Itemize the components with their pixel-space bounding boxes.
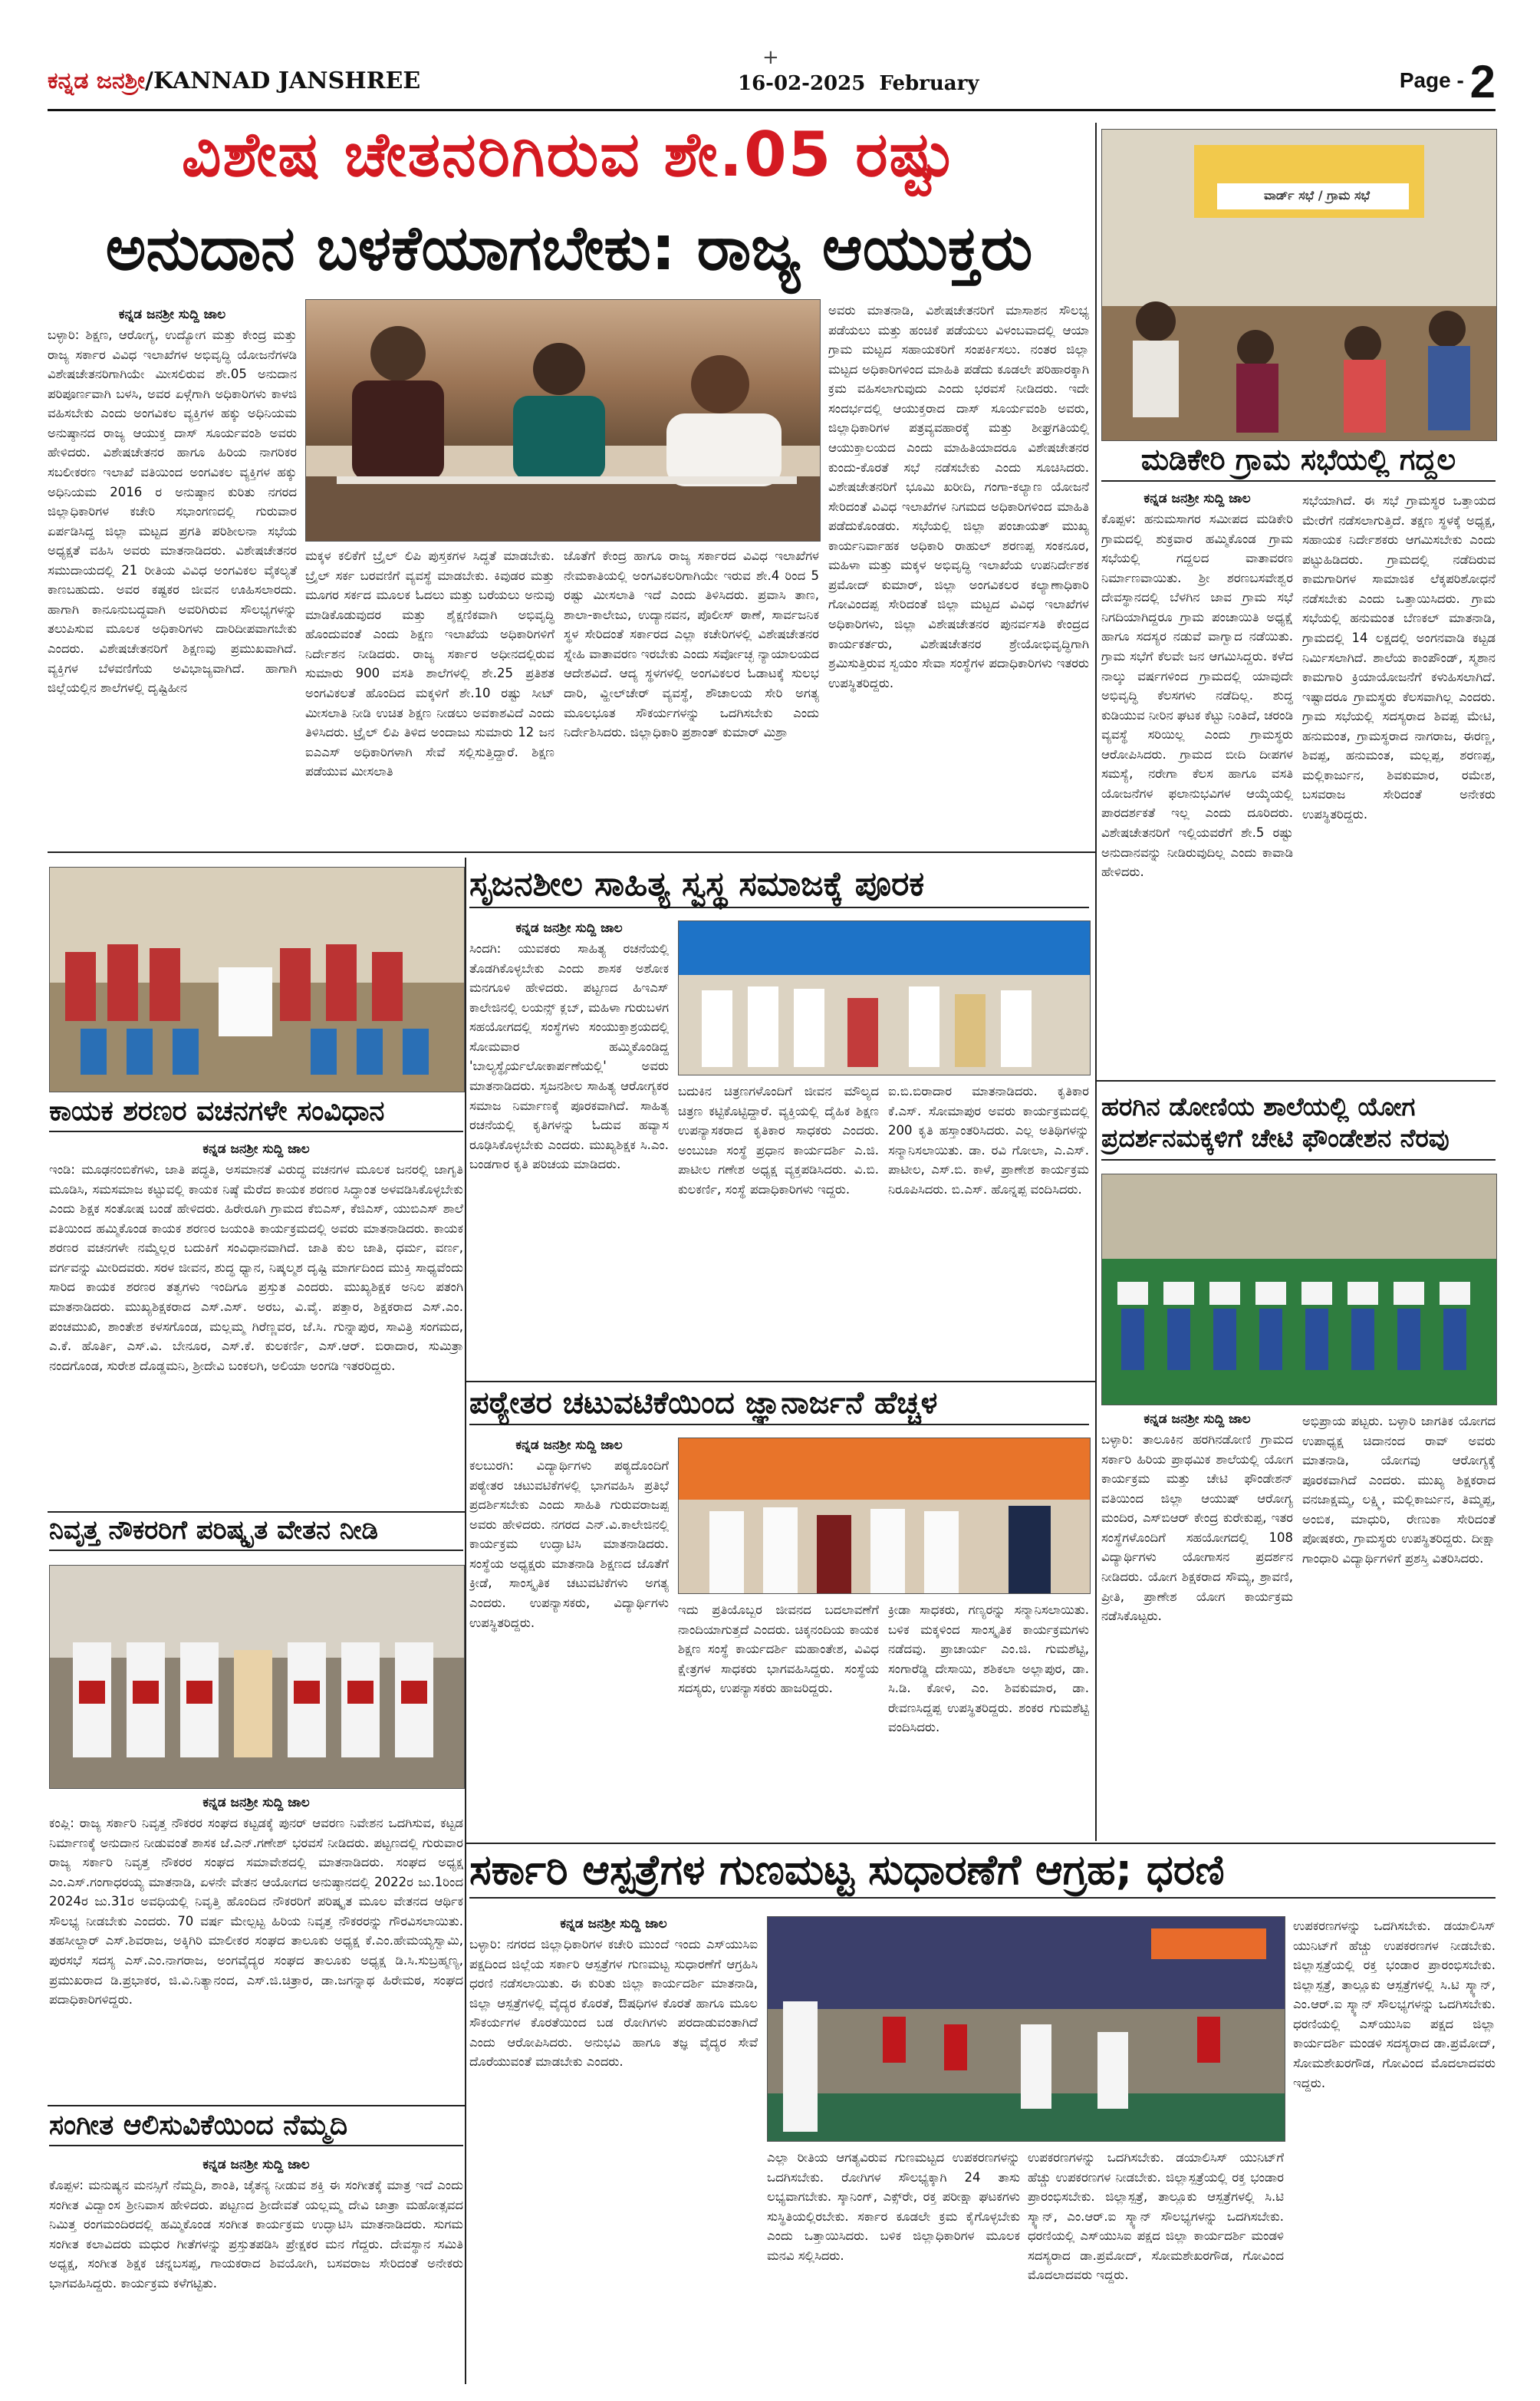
nivrutta-photo: [49, 1565, 465, 1789]
column-divider: [1095, 123, 1097, 1841]
section-divider: [466, 1381, 1095, 1382]
madikeri-column-1: ಕೊಪ್ಪಳ: ಹನುಮಸಾಗರ ಸಮೀಪದ ಮಡಿಕೇರಿ ಗ್ರಾಮದಲ್ಲಿ ಶುಕ್ರವಾರ ಹಮ್ಮಿಕೊಂಡ ಗ್ರಾಮ ಸಭೆಯಲ್ಲಿ ಗದ್ದಲದ ವಾತಾವರಣ ನಿರ್ಮಾಣವಾಯಿತು. ಶ್ರೀ ಶರಣಬಸವೇಶ್ವರ ದೇವಸ್ಥಾನದಲ್ಲಿ ಬೆಳಗಿನ ಜಾವ ಗ್ರಾಮ ಸಭೆ ನಿಗದಿಯಾಗಿದ್ದರೂ ಗ್ರಾಮ ಪಂಚಾಯಿತಿ ಅಧ್ಯಕ್ಷೆ ಹಾಗೂ ಸದಸ್ಯರ ನಡುವೆ ವಾಗ್ವಾದ ನಡೆಯಿತು. ಗ್ರಾಮ ಸಭೆಗೆ ಕೆಲವೇ ಜನ ಆಗಮಿಸಿದ್ದರು. ಕಳೆದ ನಾಲ್ಕು ವರ್ಷಗಳಿಂದ ಗ್ರಾಮದಲ್ಲಿ ಯಾವುದೇ ಅಭಿವೃದ್ಧಿ ಕೆಲಸಗಳು ನಡೆದಿಲ್ಲ. ಶುದ್ಧ ಕುಡಿಯುವ ನೀರಿನ ಘಟಕ ಕೆಟ್ಟು ನಿಂತಿದೆ, ಚರಂಡಿ ವ್ಯವಸ್ಥೆ ಸರಿಯಿಲ್ಲ ಎಂದು ಗ್ರಾಮಸ್ಥರು ಆರೋಪಿಸಿದರು. ಗ್ರಾಮದ ಬೀದಿ ದೀಪಗಳ ಸಮಸ್ಯೆ, ನರೇಗಾ ಕೆಲಸ ಹಾಗೂ ವಸತಿ ಯೋಜನೆಗಳ ಫಲಾನುಭವಿಗಳ ಆಯ್ಕೆಯಲ್ಲಿ ಪಾರದರ್ಶಕತೆ ಇಲ್ಲ ಎಂದು ದೂರಿದರು. ವಿಶೇಷಚೇತನರಿಗೆ ಇಲ್ಲಿಯವರೆಗೆ ಶೇ.5 ರಷ್ಟು ಅನುದಾನವನ್ನು ನೀಡಿರುವುದಿಲ್ಲ ಎಂದು ಕಾವಾಡಿ ಹೇಳಿದರು.: [1101, 512, 1293, 880]
masthead: [48, 56, 1496, 111]
lead-headline-1: ವಿಶೇಷ ಚೇತನರಿಗಿರುವ ಶೇ.05 ರಷ್ಟು: [181, 119, 957, 190]
sarkari-column-3: ಉಪಕರಣಗಳನ್ನು ಒದಗಿಸಬೇಕು. ಡಯಾಲಿಸಿಸ್ ಯುನಿಟ್‌ಗೆ ಹೆಚ್ಚು ಉಪಕರಣಗಳ ನೀಡಬೇಕು. ಜಿಲ್ಲಾಸ್ಪತ್ರೆಯಲ್ಲಿ ರಕ್ತ ಭಂಡಾರ ಪ್ರಾರಂಭಿಸಬೇಕು. ಜಿಲ್ಲಾಸ್ಪತ್ರೆ, ತಾಲ್ಲೂಕು ಆಸ್ಪತ್ರೆಗಳಲ್ಲಿ ಸಿ.ಟಿ ಸ್ಕ್ಯಾನ್, ಎಂ.ಆರ್.ಐ ಸ್ಕ್ಯಾನ್ ಸೌಲಭ್ಯಗಳನ್ನು ಒದಗಿಸಬೇಕು. ಧರಣಿಯಲ್ಲಿ ಎಸ್‌ಯುಸಿಐ ಪಕ್ಷದ ಜಿಲ್ಲಾ ಕಾರ್ಯದರ್ಶಿ ಮಂಡಳಿ ಸದಸ್ಯರಾದ ಡಾ.ಪ್ರಮೋದ್, ಸೋಮಶೇಖರಗೌಡ, ಗೋವಿಂದ ಮೊದಲಾದವರು ಇದ್ದರು.: [1028, 2150, 1284, 2283]
yoga-photo: [1101, 1174, 1497, 1405]
lead-photo: [305, 299, 821, 542]
patyetara-column-2: ಇದು ಪ್ರತಿಯೊಬ್ಬರ ಜೀವನದ ಬದಲಾವಣೆಗೆ ನಾಂದಿಯಾಗುತ್ತದೆ ಎಂದರು. ಚಿಕ್ಕನಂದಿಯ ಕಾಯಕ ಶಿಕ್ಷಣ ಸಂಸ್ಥೆ ಕಾರ್ಯದರ್ಶಿ ಮಹಾಂತೇಶ, ವಿವಿಧ ಕ್ಷೇತ್ರಗಳ ಸಾಧಕರು ಭಾಗವಹಿಸಿದ್ದರು. ಸಂಸ್ಥೆಯ ಸದಸ್ಯರು, ಉಪನ್ಯಾಸಕರು ಹಾಜರಿದ್ದರು.: [678, 1602, 879, 1696]
patyetara-headline: ಪಠ್ಯೇತರ ಚಟುವಟಿಕೆಯಿಂದ ಜ್ಞಾನಾರ್ಜನೆ ಹೆಚ್ಚಳ: [469, 1387, 1089, 1425]
book-release-illustration: [679, 921, 1090, 1075]
patyetara-column-3: ಕ್ರೀಡಾ ಸಾಧಕರು, ಗಣ್ಯರನ್ನು ಸನ್ಮಾನಿಸಲಾಯಿತು. ಬಳಿಕ ಮಕ್ಕಳಿಂದ ಸಾಂಸ್ಕೃತಿಕ ಕಾರ್ಯಕ್ರಮಗಳು ನಡೆದವು. ಪ್ರಾಚಾರ್ಯ ಎಂ.ಜಿ. ಗುಮಶೆಟ್ಟಿ, ಸಂಗಾರೆಡ್ಡಿ ದೇಸಾಯಿ, ಶಶಿಕಲಾ ಅಲ್ಲಾಪುರ, ಡಾ. ಸಿ.ಡಿ. ಕೋಳಿ, ಎಂ. ಶಿವಕುಮಾರ, ಡಾ. ರೇವಣಸಿದ್ದಪ್ಪ ಉಪಸ್ಥಿತರಿದ್ದರು. ಶಂಕರ ಗುಮಶೆಟ್ಟಿ ವಂದಿಸಿದರು.: [888, 1602, 1089, 1735]
sahitya-column-1: ಸಿಂದಗಿ: ಯುವಕರು ಸಾಹಿತ್ಯ ರಚನೆಯಲ್ಲಿ ತೊಡಗಿಕೊಳ್ಳಬೇಕು ಎಂದು ಶಾಸಕ ಅಶೋಕ ಮನಗೂಳಿ ಹೇಳಿದರು. ಪಟ್ಟಣದ ಹಿಇಎಸ್ ಕಾಲೇಜಿನಲ್ಲಿ ಲಯನ್ಸ್ ಕ್ಲಬ್, ಮಹಿಳಾ ಗುರುಬಳಗ ಸಹಯೋಗದಲ್ಲಿ ಸಂಸ್ಥೆಗಳು ಸಂಯುಕ್ತಾಶ್ರಯದಲ್ಲಿ ಸೋಮವಾರ ಹಮ್ಮಿಕೊಂಡಿದ್ದ 'ಬಾಲ್ಯಸ್ಥೈರ್ಯಲೋಕಾರ್ಪಣೆಯಲ್ಲಿ' ಅವರು ಮಾತನಾಡಿದರು. ಸೃಜನಶೀಲ ಸಾಹಿತ್ಯ ಆರೋಗ್ಯಕರ ಸಮಾಜ ನಿರ್ಮಾಣಕ್ಕೆ ಪೂರಕವಾಗಿದೆ. ಸಾಹಿತ್ಯ ರಚನೆಯಲ್ಲಿ ಕೃತಿಗಳನ್ನು ಓದುವ ಹವ್ಯಾಸ ರೂಢಿಸಿಕೊಳ್ಳಬೇಕು ಎಂದರು. ಮುಖ್ಯಶಿಕ್ಷಕ ಸಿ.ಎಂ. ಬಂಡಗಾರ ಕೃತಿ ಪರಿಚಯ ಮಾಡಿದರು.: [469, 941, 669, 1172]
nivrutta-byline: ಕನ್ನಡ ಜನಶ್ರೀ ಸುದ್ದಿ ಜಾಲ: [202, 1795, 310, 1810]
sarkari-column-4: ಉಪಕರಣಗಳನ್ನು ಒದಗಿಸಬೇಕು. ಡಯಾಲಿಸಿಸ್ ಯುನಿಟ್‌ಗೆ ಹೆಚ್ಚು ಉಪಕರಣಗಳ ನೀಡಬೇಕು. ಜಿಲ್ಲಾಸ್ಪತ್ರೆಯಲ್ಲಿ ರಕ್ತ ಭಂಡಾರ ಪ್ರಾರಂಭಿಸಬೇಕು. ಜಿಲ್ಲಾಸ್ಪತ್ರೆ, ತಾಲ್ಲೂಕು ಆಸ್ಪತ್ರೆಗಳಲ್ಲಿ ಸಿ.ಟಿ ಸ್ಕ್ಯಾನ್, ಎಂ.ಆರ್.ಐ ಸ್ಕ್ಯಾನ್ ಸೌಲಭ್ಯಗಳನ್ನು ಒದಗಿಸಬೇಕು. ಧರಣಿಯಲ್ಲಿ ಎಸ್‌ಯುಸಿಐ ಪಕ್ಷದ ಜಿಲ್ಲಾ ಕಾರ್ಯದರ್ಶಿ ಮಂಡಳಿ ಸದಸ್ಯರಾದ ಡಾ.ಪ್ರಮೋದ್, ಸೋಮಶೇಖರಗೌಡ, ಗೋವಿಂದ ಮೊದಲಾದವರು ಇದ್ದರು.: [1293, 1918, 1496, 2090]
brand-english: KANNAD JANSHREE: [153, 68, 421, 94]
protest-illustration: [768, 1917, 1285, 2141]
officials-meeting-illustration: [306, 300, 820, 541]
sarkari-column-2: ಎಲ್ಲಾ ರೀತಿಯ ಆಗತ್ಯವಿರುವ ಗುಣಮಟ್ಟದ ಉಪಕರಣಗಳನ್ನು ಒದಗಿಸಬೇಕು. ರೋಗಿಗಳ ಸೌಲಭ್ಯಕ್ಕಾಗಿ 24 ತಾಸು ಲಭ್ಯವಾಗಬೇಕು. ಸ್ಕಾನಿಂಗ್, ಎಕ್ಸ್‌ರೇ, ರಕ್ತ ಪರೀಕ್ಷಾ ಘಟಕಗಳು ಸುಸ್ಥಿತಿಯಲ್ಲಿರಬೇಕು. ಸರ್ಕಾರ ಕೂಡಲೇ ಕ್ರಮ ಕೈಗೊಳ್ಳಬೇಕು ಎಂದು ಒತ್ತಾಯಿಸಿದರು. ಬಳಿಕ ಜಿಲ್ಲಾಧಿಕಾರಿಗಳ ಮೂಲಕ ಮನವಿ ಸಲ್ಲಿಸಿದರು.: [767, 2150, 1020, 2263]
yoga-column-2: ಅಭಿಪ್ರಾಯ ಪಟ್ಟರು. ಬಳ್ಳಾರಿ ಜಾಗತಿಕ ಯೋಗದ ಉಪಾಧ್ಯಕ್ಷ ಚಿದಾನಂದ ರಾವ್ ಅವರು ಮಾತನಾಡಿ, ಯೋಗವು ಆರೋಗ್ಯಕ್ಕೆ ಪೂರಕವಾಗಿದೆ ಎಂದರು. ಮುಖ್ಯ ಶಿಕ್ಷಕರಾದ ವನಜಾಕ್ಷಮ್ಮ, ಲಕ್ಷ್ಮಿ, ಮಲ್ಲಿಕಾರ್ಜುನ, ತಿಮ್ಮಪ್ಪ, ಅಂಬಿಕ, ಮಾಧುರಿ, ರೇಣುಕಾ ಸೇರಿದಂತೆ ಪೋಷಕರು, ಗ್ರಾಮಸ್ಥರು ಉಪಸ್ಥಿತರಿದ್ದರು. ದೀಕ್ಷಾ ಗಾಂಧಾರಿ ವಿದ್ಯಾರ್ಥಿಗಳಿಗೆ ಪ್ರಶಸ್ತಿ ವಿತರಿಸಿದರು.: [1302, 1414, 1496, 1566]
sangeetha-headline: ಸಂಗೀತ ಆಲಿಸುವಿಕೆಯಿಂದ ನೆಮ್ಮದಿ: [49, 2111, 463, 2146]
section-divider: [48, 1511, 465, 1513]
sahitya-column-2: ಬದುಕಿನ ಚಿತ್ರಣಗಳೊಂದಿಗೆ ಜೀವನ ಮೌಲ್ಯದ ಚಿತ್ರಣ ಕಟ್ಟಿಕೊಟ್ಟಿದ್ದಾರೆ. ವ್ಯಕ್ತಿಯಲ್ಲಿ ದೈಹಿಕ ಶಿಕ್ಷಣ ಉಪನ್ಯಾಸಕರಾದ ಕೃತಿಕಾರ ಸಾಧಕರು ಎಂದರು. ಅಂಬುಜಾ ಸಂಸ್ಥೆ ಪ್ರಧಾನ ಕಾರ್ಯದರ್ಶಿ ಎ.ಜಿ. ಪಾಟೀಲ ಗಣೇಶ ಅಧ್ಯಕ್ಷ ವ್ಯಕ್ತಪಡಿಸಿದರು. ವಿ.ಬಿ. ಕುಲಕರ್ಣಿ, ಸಂಸ್ಥೆ ಪದಾಧಿಕಾರಿಗಳು ಇದ್ದರು.: [678, 1084, 879, 1197]
sangeetha-body: ಕೊಪ್ಪಳ: ಮನುಷ್ಯನ ಮನಸ್ಸಿಗೆ ನೆಮ್ಮದಿ, ಶಾಂತಿ, ಚೈತನ್ಯ ನೀಡುವ ಶಕ್ತಿ ಈ ಸಂಗೀತಕ್ಕೆ ಮಾತ್ರ ಇದೆ ಎಂದು ಸಂಗೀತ ವಿದ್ವಾಂಸ ಶ್ರೀನಿವಾಸ ಹೇಳಿದರು. ಪಟ್ಟಣದ ಶ್ರೀದೇವತೆ ಯಲ್ಲಮ್ಮ ದೇವಿ ಜಾತ್ರಾ ಮಹೋತ್ಸವದ ನಿಮಿತ್ತ ರಂಗಮಂದಿರದಲ್ಲಿ ಹಮ್ಮಿಕೊಂಡ ಸಂಗೀತ ಕಾರ್ಯಕ್ರಮ ಉದ್ಘಾಟಿಸಿ ಮಾತನಾಡಿದರು. ಸುಗಮ ಸಂಗೀತ ಕಲಾವಿದರು ಮಧುರ ಗೀತೆಗಳನ್ನು ಪ್ರಸ್ತುತಪಡಿಸಿ ಪ್ರೇಕ್ಷಕರ ಮನ ಗೆದ್ದರು. ದೇವಸ್ಥಾನ ಸಮಿತಿ ಅಧ್ಯಕ್ಷ, ಸಂಗೀತ ಶಿಕ್ಷಕ ಚನ್ನಬಸಪ್ಪ, ಗಾಯಕರಾದ ಶಿವಯೋಗಿ, ಬಸವರಾಜ ಸೇರಿದಂತೆ ಅನೇಕರು ಭಾಗವಹಿಸಿದ್ದರು. ಕಾರ್ಯಕ್ರಮ ಕಳೆಗಟ್ಟಿತು.: [49, 2178, 463, 2291]
column-divider: [465, 858, 466, 2384]
yoga-byline: ಕನ್ನಡ ಜನಶ್ರೀ ಸುದ್ದಿ ಜಾಲ: [1143, 1411, 1251, 1427]
patyetara-column-1: ಕಲಬುರಗಿ: ವಿದ್ಯಾರ್ಥಿಗಳು ಪಠ್ಯದೊಂದಿಗೆ ಪಠ್ಯೇತರ ಚಟುವಟಿಕೆಗಳಲ್ಲಿ ಭಾಗವಹಿಸಿ ಪ್ರತಿಭೆ ಪ್ರದರ್ಶಿಸಬೇಕು ಎಂದು ಸಾಹಿತಿ ಗುರುವರಾಜಪ್ಪ ಅವರು ಹೇಳಿದರು. ನಗರದ ಎನ್.ವಿ.ಕಾಲೇಜಿನಲ್ಲಿ ಕಾರ್ಯಕ್ರಮ ಉದ್ಘಾಟಿಸಿ ಮಾತನಾಡಿದರು. ಸಂಸ್ಥೆಯ ಅಧ್ಯಕ್ಷರು ಮಾತನಾಡಿ ಶಿಕ್ಷಣದ ಜೊತೆಗೆ ಕ್ರೀಡೆ, ಸಾಂಸ್ಕೃತಿಕ ಚಟುವಟಿಕೆಗಳು ಅಗತ್ಯ ಎಂದರು. ಉಪನ್ಯಾಸಕರು, ವಿದ್ಯಾರ್ಥಿಗಳು ಉಪಸ್ಥಿತರಿದ್ದರು.: [469, 1458, 669, 1630]
page-indicator: [1400, 55, 1496, 108]
sarkari-headline: ಸರ್ಕಾರಿ ಆಸ್ಪತ್ರೆಗಳ ಗುಣಮಟ್ಟ ಸುಧಾರಣೆಗೆ ಆಗ್ರಹ; ಧರಣಿ: [469, 1849, 1496, 1899]
lead-column-1: ಬಳ್ಳಾರಿ: ಶಿಕ್ಷಣ, ಆರೋಗ್ಯ, ಉದ್ಯೋಗ ಮತ್ತು ಕೇಂದ್ರ ಮತ್ತು ರಾಜ್ಯ ಸರ್ಕಾರ ವಿವಿಧ ಇಲಾಖೆಗಳ ಅಭಿವೃದ್ಧಿ ಯೋಜನೆಗಳಡಿ ವಿಶೇಷಚೇತನರಿಗಾಗಿಯೇ ಮೀಸಲಿರುವ ಶೇ.05 ಅನುದಾನ ಪರಿಪೂರ್ಣವಾಗಿ ಬಳಸಿ, ಅವರ ಏಳ್ಗೆಗಾಗಿ ಅಧಿಕಾರಿಗಳು ಕಾಳಜಿ ವಹಿಸಬೇಕು ಎಂದು ಅಂಗವಿಕಲ ವ್ಯಕ್ತಿಗಳ ಹಕ್ಕು ಅಧಿನಿಯಮ ಅನುಷ್ಠಾನದ ರಾಜ್ಯ ಆಯುಕ್ತ ದಾಸ್ ಸೂರ್ಯವಂಶಿ ಅವರು ಹೇಳಿದರು. ವಿಶೇಷಚೇತನರ ಹಾಗೂ ಹಿರಿಯ ನಾಗರಿಕರ ಸಬಲೀಕರಣ ಇಲಾಖೆ ವತಿಯಿಂದ ಅಂಗವಿಕಲ ವ್ಯಕ್ತಿಗಳ ಹಕ್ಕು ಅಧಿನಿಯಮ 2016 ರ ಅನುಷ್ಠಾನ ಕುರಿತು ನಗರದ ಜಿಲ್ಲಾಧಿಕಾರಿಗಳ ಕಚೇರಿ ಸಭಾಂಗಣದಲ್ಲಿ ಗುರುವಾರ ಏರ್ಪಡಿಸಿದ್ದ ಜಿಲ್ಲಾ ಮಟ್ಟದ ಪ್ರಗತಿ ಪರಿಶೀಲನಾ ಸಭೆಯ ಅಧ್ಯಕ್ಷತೆ ವಹಿಸಿ ಅವರು ಮಾತನಾಡಿದರು. ವಿಶೇಷಚೇತನರ ಸಮುದಾಯದಲ್ಲಿ 21 ರೀತಿಯ ವಿವಿಧ ಅಂಗವಿಕಲ ವೈಕಲ್ಯತೆ ಕಾಣಬಹುದು. ಅವರ ಕಷ್ಟಕರ ಜೀವನ ಊಹಿಸಲಾರದು. ಹಾಗಾಗಿ ಕಾನೂನುಬದ್ಧವಾಗಿ ಅವರಿಗಿರುವ ಸೌಲಭ್ಯಗಳನ್ನು ತಲುಪಿಸುವ ಮೂಲಕ ಅಧಿಕಾರಿಗಳು ದಾರಿದೀಪವಾಗಬೇಕು ಎಂದರು. ವಿಶೇಷಚೇತನರಿಗೆ ಶಿಕ್ಷಣವು ಪ್ರಮುಖವಾಗಿದೆ. ವ್ಯಕ್ತಿಗಳ ಬೆಳವಣಿಗೆಯ ಅವಿಭಾಜ್ಯವಾಗಿದೆ. ಹಾಗಾಗಿ ಜಿಲ್ಲೆಯಲ್ಲಿನ ಶಾಲೆಗಳಲ್ಲಿ ದೃಷ್ಟಿಹೀನ: [48, 328, 297, 696]
crop-mark-icon: +: [762, 46, 779, 69]
issue-date: [738, 72, 979, 95]
date-text: 16-02-2025: [738, 72, 866, 95]
lead-column-4: ಅವರು ಮಾತನಾಡಿ, ವಿಶೇಷಚೇತನರಿಗೆ ಮಾಸಾಶನ ಸೌಲಭ್ಯ ಪಡೆಯಲು ಮತ್ತು ಹಂಚಿಕೆ ಪಡೆಯಲು ವಿಳಂಬವಾದಲ್ಲಿ ಆಯಾ ಗ್ರಾಮ ಮಟ್ಟದ ಸಹಾಯಕರಿಗೆ ಸಂಪರ್ಕಿಸಲು. ನಂತರ ಜಿಲ್ಲಾ ಮಟ್ಟದ ಅಧಿಕಾರಿಗಳಿಂದ ಮಾಹಿತಿ ಪಡೆದು ಕೂಡಲೇ ಪರಿಹಾರಕ್ಕಾಗಿ ಕ್ರಮ ವಹಿಸಲಾಗುವುದು ಎಂದು ಭರವಸೆ ನೀಡಿದರು. ಇದೇ ಸಂದರ್ಭದಲ್ಲಿ ಆಯುಕ್ತರಾದ ದಾಸ್ ಸೂರ್ಯವಂಶಿ ಅವರು, ಜಿಲ್ಲಾಧಿಕಾರಿಗಳ ಪತ್ರವ್ಯವಹಾರಕ್ಕೆ ಮತ್ತು ಶೀಘ್ರಗತಿಯಲ್ಲಿ ಆಯುಕ್ತಾಲಯದ ಎಂದು ಮಾಹಿತಿಯಾದರೂ ವಿಶೇಷಚೇತನರ ಕುಂದು-ಕೊರತೆ ಸಭೆ ನಡೆಸಬೇಕು ಎಂದು ಸೂಚಿಸಿದರು. ವಿಶೇಷಚೇತನರಿಗೆ ಭೂಮಿ ಖರೀದಿ, ಗಂಗಾ-ಕಲ್ಯಾಣ ಯೋಜನೆ ಸೇರಿದಂತೆ ವಿವಿಧ ಇಲಾಖೆಗಳ ನಿಗಮದ ಅಧಿಕಾರಿಗಳಿಂದ ಮಾಹಿತಿ ಪಡೆದುಕೊಂಡರು. ಸಭೆಯಲ್ಲಿ ಜಿಲ್ಲಾ ಪಂಚಾಯತ್ ಮುಖ್ಯ ಕಾರ್ಯನಿರ್ವಾಹಕ ಅಧಿಕಾರಿ ರಾಹುಲ್ ಶರಣಪ್ಪ ಸಂಕನೂರ, ಮಹಿಳಾ ಮತ್ತು ಮಕ್ಕಳ ಅಭಿವೃದ್ಧಿ ಇಲಾಖೆಯ ಉಪನಿರ್ದೇಶಕ ಪ್ರಮೋದ್ ಕುಮಾರ್, ಜಿಲ್ಲಾ ಅಂಗವಿಕಲರ ಕಲ್ಯಾಣಾಧಿಕಾರಿ ಗೋವಿಂದಪ್ಪ ಸೇರಿದಂತೆ ಜಿಲ್ಲಾ ಮಟ್ಟದ ವಿವಿಧ ಇಲಾಖೆಗಳ ಅಧಿಕಾರಿಗಳು, ಜಿಲ್ಲಾ ವಿಶೇಷಚೇತನರ ಪುನರ್ವಸತಿ ಕೇಂದ್ರದ ಕಾರ್ಯಕರ್ತರು, ವಿಶೇಷಚೇತನರ ಶ್ರೇಯೋಭಿವೃದ್ಧಿಗಾಗಿ ಶ್ರಮಿಸುತ್ತಿರುವ ಸ್ವಯಂ ಸೇವಾ ಸಂಸ್ಥೆಗಳ ಪದಾಧಿಕಾರಿಗಳು ಇತರರು ಉಪಸ್ಥಿತರಿದ್ದರು.: [828, 303, 1089, 690]
kayaka-headline: ಕಾಯಕ ಶರಣರ ವಚನಗಳೇ ಸಂವಿಧಾನ: [49, 1097, 463, 1132]
felicitation-illustration: [50, 1566, 464, 1788]
kayaka-photo: [49, 867, 465, 1092]
lead-column-3: ಜೊತೆಗೆ ಕೇಂದ್ರ ಹಾಗೂ ರಾಜ್ಯ ಸರ್ಕಾರದ ವಿವಿಧ ಇಲಾಖೆಗಳ ನೇಮಕಾತಿಯಲ್ಲಿ ಅಂಗವಿಕಲರಿಗಾಗಿಯೇ ಇರುವ ಶೇ.4 ರಿಂದ 5 ರಷ್ಟು ಮೀಸಲಾತಿ ಇದೆ ಎಂದು ತಿಳಿಸಿದರು. ಪ್ರವಾಸಿ ತಾಣ, ಶಾಲಾ-ಕಾಲೇಜು, ಉದ್ಯಾನವನ, ಪೊಲೀಸ್ ಠಾಣೆ, ಸಾರ್ವಜನಿಕ ಸ್ಥಳ ಸೇರಿದಂತೆ ಸರ್ಕಾರದ ಎಲ್ಲಾ ಕಚೇರಿಗಳಲ್ಲಿ ವಿಶೇಷಚೇತನರ ಸ್ನೇಹಿ ವಾತಾವರಣ ಇರಬೇಕು ಎಂದು ಸರ್ವೋಚ್ಛ ನ್ಯಾಯಾಲಯದ ಆದೇಶವಿದೆ. ಆದ್ಯ ಸ್ಥಳಗಳಲ್ಲಿ ಅಂಗವಿಕಲರ ಓಡಾಟಕ್ಕೆ ಸುಲಭ ದಾರಿ, ವ್ಹೀಲ್‌ಚೇರ್ ವ್ಯವಸ್ಥೆ, ಶೌಚಾಲಯ ಸೇರಿ ಅಗತ್ಯ ಮೂಲಭೂತ ಸೌಕರ್ಯಗಳನ್ನು ಒದಗಿಸಬೇಕು ಎಂದು ನಿರ್ದೇಶಿಸಿದರು. ಜಿಲ್ಲಾಧಿಕಾರಿ ಪ್ರಶಾಂತ್ ಕುಮಾರ್ ಮಿಶ್ರಾ: [564, 548, 819, 740]
sarkari-byline: ಕನ್ನಡ ಜನಶ್ರೀ ಸುದ್ದಿ ಜಾಲ: [560, 1916, 667, 1932]
nivrutta-body: ಕಂಪ್ಲಿ: ರಾಜ್ಯ ಸರ್ಕಾರಿ ನಿವೃತ್ತ ನೌಕರರ ಸಂಘದ ಕಟ್ಟಡಕ್ಕೆ ಪುನರ್ ಆವರಣ ನಿವೇಶನ ಒದಗಿಸುವ, ಕಟ್ಟಡ ನಿರ್ಮಾಣಕ್ಕೆ ಅನುದಾನ ನೀಡುವಂತೆ ಶಾಸಕ ಜೆ.ಎನ್.ಗಣೇಶ್ ಭರವಸೆ ನೀಡಿದರು. ಪಟ್ಟಣದಲ್ಲಿ ಗುರುವಾರ ರಾಜ್ಯ ಸರ್ಕಾರಿ ನಿವೃತ್ತ ನೌಕರರ ಸಂಘದ ಸಮಾವೇಶದಲ್ಲಿ ಮಾತನಾಡಿದರು. ಸಂಘದ ಅಧ್ಯಕ್ಷ ಎಂ.ಎಸ್.ಗಂಗಾಧರಯ್ಯ ಮಾತನಾಡಿ, ಏಳನೇ ವೇತನ ಆಯೋಗದ ಅನುಷ್ಠಾನದಲ್ಲಿ 2022ರ ಜು.1ರಿಂದ 2024ರ ಜು.31ರ ಅವಧಿಯಲ್ಲಿ ನಿವೃತ್ತಿ ಹೊಂದಿದ ನೌಕರರಿಗೆ ಪರಿಷ್ಕೃತ ಮೂಲ ವೇತನದ ಆರ್ಥಿಕ ಸೌಲಭ್ಯ ನೀಡಬೇಕು ಎಂದರು. 70 ವರ್ಷ ಮೇಲ್ಪಟ್ಟ ಹಿರಿಯ ನಿವೃತ್ತ ನೌಕರರನ್ನು ಗೌರವಿಸಲಾಯಿತು. ತಹಸೀಲ್ದಾರ್ ಎಸ್.ಶಿವರಾಜ, ಅಕ್ಕಿಗಿರಿ ಮಾಲೀಕರ ಸಂಘದ ತಾಲೂಕು ಅಧ್ಯಕ್ಷ ಕೆ.ಎಂ.ಹೇಮಯ್ಯಸ್ವಾಮಿ, ಪುರಸಭೆ ಸದಸ್ಯ ಎಸ್.ಎಂ.ನಾಗರಾಜ, ಅಂಗವೈದ್ಯರ ಸಂಘದ ತಾಲೂಕು ಅಧ್ಯಕ್ಷ ಡಿ.ಸಿ.ಸುಬ್ರಹ್ಮಣ್ಯ, ಪ್ರಮುಖರಾದ ಡಿ.ಪ್ರಭಾಕರ, ಜಿ.ವಿ.ನಿತ್ಯಾನಂದ, ಎಸ್.ಜಿ.ಚಿತ್ರಾರ, ಡಾ.ಜಗನ್ನಾಥ ಹಿರೇಮಠ, ಸಂಘದ ಪದಾಧಿಕಾರಿಗಳಿದ್ದರು.: [49, 1816, 463, 2007]
kayaka-byline: ಕನ್ನಡ ಜನಶ್ರೀ ಸುದ್ದಿ ಜಾಲ: [202, 1141, 310, 1157]
sangeetha-byline: ಕನ್ನಡ ಜನಶ್ರೀ ಸುದ್ದಿ ಜಾಲ: [202, 2157, 310, 2172]
section-divider: [466, 1843, 1496, 1844]
yoga-column-1: ಬಳ್ಳಾರಿ: ತಾಲೂಕಿನ ಹರಗಿನಡೋಣಿ ಗ್ರಾಮದ ಸರ್ಕಾರಿ ಹಿರಿಯ ಪ್ರಾಥಮಿಕ ಶಾಲೆಯಲ್ಲಿ ಯೋಗ ಕಾರ್ಯಕ್ರಮ ಮತ್ತು ಚೇಟಿ ಫೌಂಡೇಶನ್ ವತಿಯಿಂದ ಜಿಲ್ಲಾ ಆಯುಷ್ ಆರೋಗ್ಯ ಮಂದಿರ, ಎಸ್‌ಬಿಆರ್ ಕೇಂದ್ರ ಕುರೇಕುಪ್ಪ, ಇತರ ಸಂಸ್ಥೆಗಳೊಂದಿಗೆ ಸಹಯೋಗದಲ್ಲಿ 108 ವಿದ್ಯಾರ್ಥಿಗಳು ಯೋಗಾಸನ ಪ್ರದರ್ಶನ ನೀಡಿದರು. ಯೋಗ ಶಿಕ್ಷಕರಾದ ಸೌಮ್ಯ, ಶ್ರಾವಣಿ, ಪ್ರೀತಿ, ಪ್ರಾಣೇಶ ಯೋಗ ಕಾರ್ಯಕ್ರಮ ನಡೆಸಿಕೊಟ್ಟರು.: [1101, 1432, 1293, 1624]
page-number: 2: [1469, 56, 1496, 107]
section-divider: [48, 2105, 465, 2106]
patyetara-photo: [678, 1438, 1091, 1594]
yoga-students-illustration: [1102, 1174, 1496, 1405]
sahitya-byline: ಕನ್ನಡ ಜನಶ್ರೀ ಸುದ್ದಿ ಜಾಲ: [515, 921, 623, 936]
madikeri-headline: ಮಡಿಕೇರಿ ಗ್ರಾಮ ಸಭೆಯಲ್ಲಿ ಗದ್ದಲ: [1101, 445, 1496, 482]
sarkari-photo: [767, 1916, 1285, 2142]
lamp-lighting-illustration: [679, 1438, 1090, 1593]
nivrutta-headline: ನಿವೃತ್ತ ನೌಕರರಿಗೆ ಪರಿಷ್ಕೃತ ವೇತನ ನೀಡಿ: [49, 1517, 463, 1551]
sarkari-column-1: ಬಳ್ಳಾರಿ: ನಗರದ ಜಿಲ್ಲಾಧಿಕಾರಿಗಳ ಕಚೇರಿ ಮುಂದೆ ಇಂದು ಎಸ್‌ಯುಸಿಐ ಪಕ್ಷದಿಂದ ಜಿಲ್ಲೆಯ ಸರ್ಕಾರಿ ಆಸ್ಪತ್ರೆಗಳ ಗುಣಮಟ್ಟ ಸುಧಾರಣೆಗೆ ಆಗ್ರಹಿಸಿ ಧರಣಿ ನಡೆಸಲಾಯಿತು. ಈ ಕುರಿತು ಜಿಲ್ಲಾ ಕಾರ್ಯದರ್ಶಿ ಮಾತನಾಡಿ, ಜಿಲ್ಲಾ ಆಸ್ಪತ್ರೆಗಳಲ್ಲಿ ವೈದ್ಯರ ಕೊರತೆ, ಔಷಧಿಗಳ ಕೊರತೆ ಹಾಗೂ ಮೂಲ ಸೌಕರ್ಯಗಳ ಕೊರತೆಯಿಂದ ಬಡ ರೋಗಿಗಳು ಪರದಾಡುವಂತಾಗಿದೆ ಎಂದು ಆರೋಪಿಸಿದರು. ಅನುಭವಿ ಹಾಗೂ ತಜ್ಞ ವೈದ್ಯರ ಸೇವೆ ದೊರೆಯುವಂತೆ ಮಾಡಬೇಕು ಎಂದರು.: [469, 1937, 758, 2070]
yoga-headline: ಹರಗಿನ ಡೋಣಿಯ ಶಾಲೆಯಲ್ಲಿ ಯೋಗ ಪ್ರದರ್ಶನಮಕ್ಕಳಿಗೆ ಚೇಟಿ ಫೌಂಡೇಶನ ನೆರವು: [1101, 1091, 1496, 1161]
gram-sabha-photo: [1101, 129, 1497, 441]
sahitya-photo: [678, 921, 1091, 1075]
sahitya-column-3: ಐ.ಬಿ.ಬಿರಾದಾರ ಮಾತನಾಡಿದರು. ಕೃತಿಕಾರ ಕೆ.ಎಸ್. ಸೋಮಾಪುರ ಅವರು ಕಾರ್ಯಕ್ರಮದಲ್ಲಿ 200 ಕೃತಿ ಹಸ್ತಾಂತರಿಸಿದರು. ಎಲ್ಲ ಅತಿಥಿಗಳನ್ನು ಸನ್ಮಾನಿಸಲಾಯಿತು. ಡಾ. ರವಿ ಗೋಲಾ, ಎ.ಎಸ್. ಪಾಟೀಲ, ಎಸ್.ಬಿ. ಕಾಳೆ, ಪ್ರಾಣೇಶ ಕಾರ್ಯಕ್ರಮ ನಿರೂಪಿಸಿದರು. ಬಿ.ಎಸ್. ಹೊನ್ನಪ್ಪ ವಂದಿಸಿದರು.: [888, 1084, 1089, 1197]
sahitya-headline: ಸೃಜನಶೀಲ ಸಾಹಿತ್ಯ ಸ್ವಸ್ಥ ಸಮಾಜಕ್ಕೆ ಪೂರಕ: [469, 867, 1089, 908]
village-meeting-illustration: [1102, 130, 1496, 440]
month-text: February: [879, 72, 979, 95]
patyetara-byline: ಕನ್ನಡ ಜನಶ್ರೀ ಸುದ್ದಿ ಜಾಲ: [515, 1438, 623, 1453]
brand-kannada: ಕನ್ನಡ ಜನಶ್ರೀ: [48, 68, 146, 94]
page-label: Page -: [1399, 68, 1464, 92]
lead-headline-2: ಅನುದಾನ ಬಳಕೆಯಾಗಬೇಕು: ರಾಜ್ಯ ಆಯುಕ್ತರು: [105, 212, 1033, 284]
section-divider: [48, 851, 1095, 853]
madikeri-byline: ಕನ್ನಡ ಜನಶ್ರೀ ಸುದ್ದಿ ಜಾಲ: [1143, 491, 1251, 506]
lead-column-2: ಮಕ್ಕಳ ಕಲಿಕೆಗೆ ಬ್ರೈಲ್ ಲಿಪಿ ಪುಸ್ತಕಗಳ ಸಿದ್ಧತೆ ಮಾಡಬೇಕು. ಬ್ರೈಲ್ ಸರ್ಕ ಬರವಣಿಗೆ ವ್ಯವಸ್ಥೆ ಮಾಡಬೇಕು. ಕಿವುಡರ ಮತ್ತು ಮೂಗರ ಸರ್ಕದ ಮೂಲಕ ಓದಲು ಮತ್ತು ಬರೆಯಲು ಅನುವು ಮಾಡಿಕೊಡುವುದರ ಮತ್ತು ಶೈಕ್ಷಣಿಕವಾಗಿ ಅಭಿವೃದ್ಧಿ ಹೊಂದುವಂತೆ ಎಂದು ಶಿಕ್ಷಣ ಇಲಾಖೆಯ ಅಧಿಕಾರಿಗಳಿಗೆ ನಿರ್ದೇಶನ ನೀಡಿದರು. ರಾಜ್ಯ ಸರ್ಕಾರ ಅಧೀನದಲ್ಲಿರುವ ಸುಮಾರು 900 ವಸತಿ ಶಾಲೆಗಳಲ್ಲಿ ಶೇ.25 ಪ್ರತಿಶತ ಅಂಗವಿಕಲತೆ ಹೊಂದಿದ ಮಕ್ಕಳಿಗೆ ಶೇ.10 ರಷ್ಟು ಸೀಟ್ ಮೀಸಲಾತಿ ನೀಡಿ ಉಚಿತ ಶಿಕ್ಷಣ ನೀಡಲು ಅವಕಾಶವಿದೆ ಎಂದು ತಿಳಿಸಿದರು. ಟ್ರೈಲ್ ಲಿಪಿ ತಿಳಿದ ಅಂದಾಜು ಸುಮಾರು 12 ಜನ ಐಎಎಸ್ ಅಧಿಕಾರಿಗಳಾಗಿ ಸೇವೆ ಸಲ್ಲಿಸುತ್ತಿದ್ದಾರೆ. ಶಿಕ್ಷಣ ಪಡೆಯುವ ಮೀಸಲಾತಿ: [305, 548, 554, 779]
gram-sabha-banner: ವಾರ್ಡ್ ಸಭೆ / ಗ್ರಾಮ ಸಭೆ: [1263, 188, 1371, 203]
kayaka-body: ಇಂಡಿ: ಮೂಢನಂಬಿಕೆಗಳು, ಜಾತಿ ಪದ್ಧತಿ, ಅಸಮಾನತೆ ವಿರುದ್ಧ ವಚನಗಳ ಮೂಲಕ ಜನರಲ್ಲಿ ಜಾಗೃತಿ ಮೂಡಿಸಿ, ಸಮಸಮಾಜ ಕಟ್ಟುವಲ್ಲಿ ಕಾಯಕ ನಿಷ್ಠೆ ಮೆರೆದ ಕಾಯಕ ಶರಣರ ಸಿದ್ಧಾಂತ ಅಳವಡಿಸಿಕೊಳ್ಳಬೇಕು ಎಂದು ಶಿಕ್ಷಕ ಸಂತೋಷ ಬಂಡೆ ಹೇಳಿದರು. ಹಿರೇರೂಗಿ ಗ್ರಾಮದ ಕೆಬಿಎಸ್, ಕೆಜಿಎಸ್, ಯುಬಿಎಸ್ ಶಾಲೆ ವತಿಯಿಂದ ಹಮ್ಮಿಕೊಂಡ ಕಾಯಕ ಶರಣರ ಜಯಂತಿ ಕಾರ್ಯಕ್ರಮದಲ್ಲಿ ಅವರು ಮಾತನಾಡಿದರು. ಕಾಯಕ ಶರಣರ ವಚನಗಳೇ ನಮ್ಮೆಲ್ಲರ ಬದುಕಿಗೆ ಸಂವಿಧಾನವಾಗಿದೆ. ಜಾತಿ ಕುಲ ಜಾತಿ, ಧರ್ಮ, ವರ್ಣ, ವರ್ಗವನ್ನು ಮೀರಿದವರು. ಸರಳ ಜೀವನ, ಶುದ್ಧ ಧ್ಯಾನ, ನಿಷ್ಕಲ್ಮಶ ದೃಷ್ಟಿ ಮಾರ್ಗದಿಂದ ಮುಕ್ತಿ ಸಾಧ್ಯವೆಂದು ಸಾರಿದ ಕಾಯಕ ಶರಣರ ತತ್ವಗಳು ಇಂದಿಗೂ ಪ್ರಸ್ತುತ ಎಂದರು. ಮುಖ್ಯಶಿಕ್ಷಕ ಅನಿಲ ಪತಂಗಿ ಮಾತನಾಡಿದರು. ಮುಖ್ಯಶಿಕ್ಷಕರಾದ ಎಸ್.ಎಸ್. ಅರಬ, ವಿ.ವೈ. ಪತ್ತಾರ, ಶಿಕ್ಷಕರಾದ ಎಸ್.ಎಂ. ಪಂಚಮುಖಿ, ಶಾಂತೇಶ ಕಳಸಗೊಂಡ, ಮಲ್ಲಮ್ಮ ಗಿರೆಣ್ಣವರ, ಜೆ.ಸಿ. ಗುನ್ನಾಪುರ, ಸಾವಿತ್ರಿ ಸಂಗಮದ, ಎ.ಕೆ. ಹೊರ್ತಿ, ಎಸ್.ವಿ. ಬೇನೂರ, ಎಸ್.ಕೆ. ಕುಲಕರ್ಣಿ, ಎಸ್.ಆರ್. ಬಿರಾದಾರ, ಸುಮಿತ್ರಾ ನಂದಗೊಂಡ, ಸುರೇಶ ದೊಡ್ಡಮನಿ, ಶ್ರೀದೇವಿ ಬಂಕಲಗಿ, ಅಲಿಯಾ ಅಂಗಡಿ ಇತರರಿದ್ದರು.: [49, 1162, 463, 1373]
brand-separator: /: [145, 68, 153, 94]
section-divider: [1095, 1080, 1496, 1082]
lead-byline: ಕನ್ನಡ ಜನಶ್ರೀ ಸುದ್ದಿ ಜಾಲ: [118, 307, 226, 322]
brand: [48, 68, 420, 94]
school-group-illustration: [50, 868, 464, 1092]
madikeri-column-2: ಸಭೆಯಾಗಿದೆ. ಈ ಸಭೆ ಗ್ರಾಮಸ್ಥರ ಒತ್ತಾಯದ ಮೇರೆಗೆ ನಡೆಸಲಾಗುತ್ತಿದೆ. ತಕ್ಷಣ ಸ್ಥಳಕ್ಕೆ ಅಧ್ಯಕ್ಷ, ಸಹಾಯಕ ನಿರ್ದೇಶಕರು ಆಗಮಿಸಬೇಕು ಎಂದು ಪಟ್ಟುಹಿಡಿದರು. ಗ್ರಾಮದಲ್ಲಿ ನಡೆದಿರುವ ಕಾಮಗಾರಿಗಳ ಸಾಮಾಜಿಕ ಲೆಕ್ಕಪರಿಶೋಧನೆ ನಡೆಸಬೇಕು ಎಂದು ಒತ್ತಾಯಿಸಿದರು. ಗ್ರಾಮ ಸಭೆಯಲ್ಲಿ ಹನುಮಂತ ಬೆಣಕಲ್ ಮಾತನಾಡಿ, ಗ್ರಾಮದಲ್ಲಿ 14 ಲಕ್ಷದಲ್ಲಿ ಅಂಗನವಾಡಿ ಕಟ್ಟಡ ನಿರ್ಮಿಸಲಾಗಿದೆ. ಶಾಲೆಯ ಕಾಂಪೌಂಡ್, ಸ್ಮಶಾನ ಕಾಮಗಾರಿ ಕ್ರಿಯಾಯೋಜನೆಗೆ ಕಳುಹಿಸಲಾಗಿದೆ. ಇಷ್ಟಾದರೂ ಗ್ರಾಮಸ್ಥರು ಕೆಲಸವಾಗಿಲ್ಲ ಎಂದರು. ಗ್ರಾಮ ಸಭೆಯಲ್ಲಿ ಸದಸ್ಯರಾದ ಶಿವಪ್ಪ ಮೇಟಿ, ಹನುಮಂತ, ಗ್ರಾಮಸ್ಥರಾದ ನಾಗರಾಜ, ಈರಣ್ಣ, ಶಿವಪ್ಪ, ಹನುಮಂತ, ಮಲ್ಲಪ್ಪ, ಶರಣಪ್ಪ, ಮಲ್ಲಿಕಾರ್ಜುನ, ಶಿವಕುಮಾರ, ರಮೇಶ, ಬಸವರಾಜ ಸೇರಿದಂತೆ ಅನೇಕರು ಉಪಸ್ಥಿತರಿದ್ದರು.: [1302, 493, 1496, 822]
